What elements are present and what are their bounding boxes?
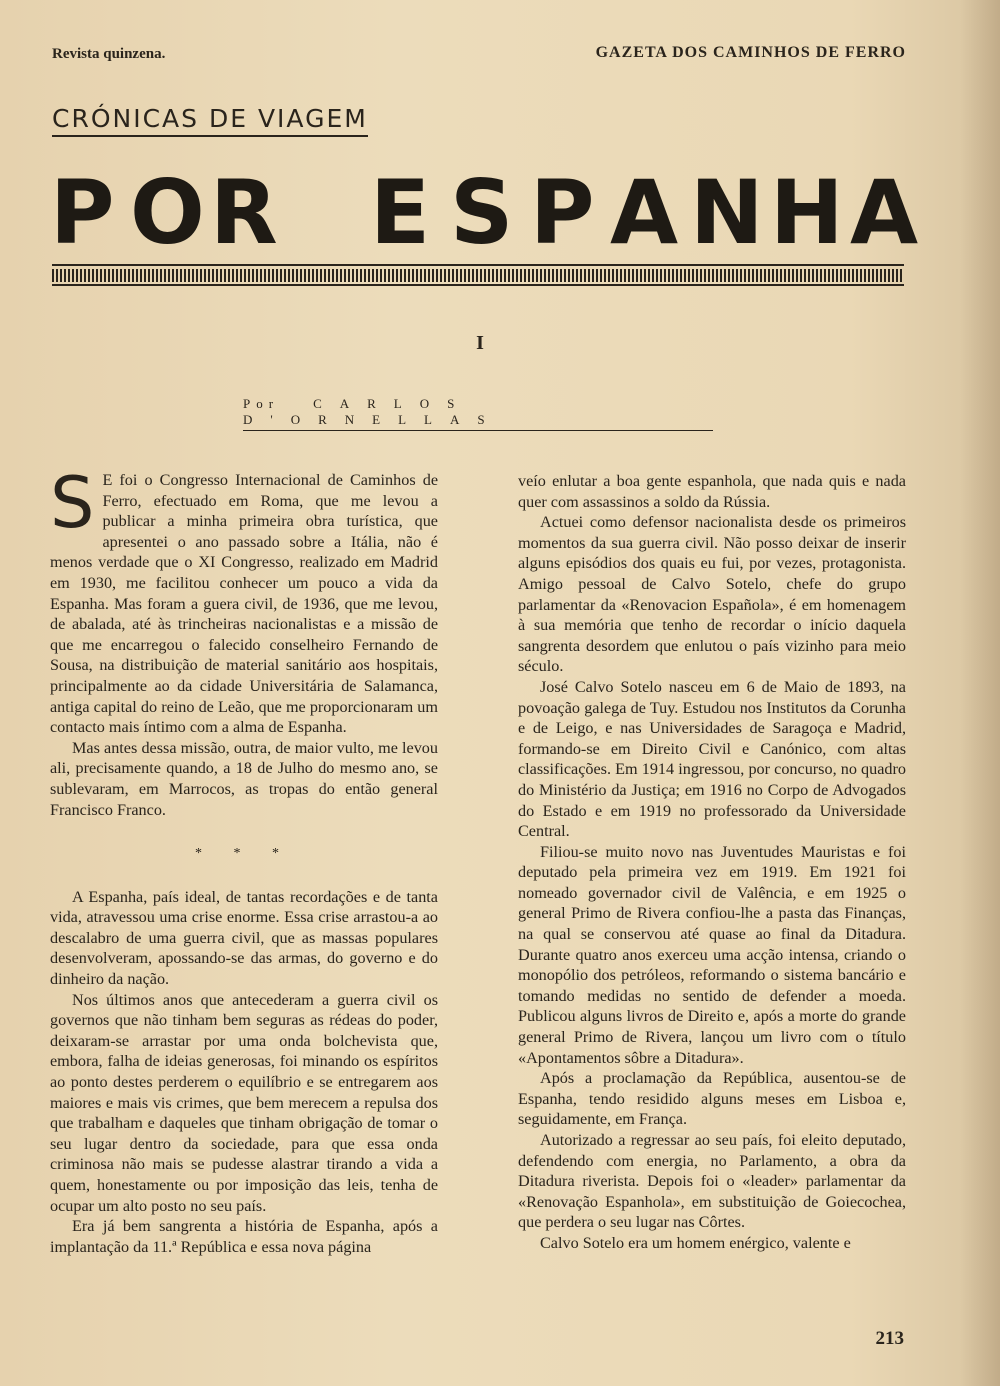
drop-cap: S: [50, 462, 95, 544]
paragraph: S E foi o Congresso Internacional de Caminhos de Ferro, efectuado em Roma, que me levou a publicar a minha primeira obra turística, que apresentei o ano passado sobre a Itália, não é menos verdade que o XI Congresso, realizado em Madrid em 1930, me facilitou conhecer um pouco a vida da Espanha. Mas foram a guera civil, de 1936, que me levou, de abalada, até às trincheiras nacionalistas e a missão de que me encarregou o falecido conselheiro Fernando de Sousa, na distribuição de material sanitário aos hospitais, principalmente ao da cidade Universitária de Salamanca, antiga capital do reino de Leão, que me proporcionaram um contacto mais íntimo com a alma de Espanha.: [50, 462, 438, 737]
section-kicker: CRÓNICAS DE VIAGEM: [52, 104, 368, 137]
right-column: [518, 471, 906, 1254]
title-rule-hatched: [52, 269, 904, 282]
title-rule-bottom: [52, 284, 904, 286]
title-letter: R: [210, 161, 278, 264]
paragraph: A Espanha, país ideal, de tantas recordações e de tanta vida, atravessou uma crise enorme. Essa crise arrastou-a ao descalabro de uma guerra civil, que as massas populares desenvolveram, apossando-se das armas, do governo e do dinheiro da nação.: [50, 887, 438, 989]
running-header-left: Revista quinzena.: [52, 46, 166, 62]
title-letter: O: [130, 161, 205, 264]
page-edge-shadow: [960, 0, 1000, 1386]
paragraph: José Calvo Sotelo nasceu em 6 de Maio de 1893, na povoação galega de Tuy. Estudou nos Institutos da Corunha e de Leigo, e nas Universidades de Saragoça e Madrid, formando-se em Direito Civil e Canónico, com altas classificações. Em 1914 ingressou, por concurso, no quadro do Ministério da Justiça; em 1916 no Corpo de Advogados do Estado e em 1919 no professorado da Universidade Central.: [518, 677, 906, 841]
paragraph: Após a proclamação da República, ausentou-se de Espanha, tendo residido alguns meses em Lisboa e, seguidamente, em França.: [518, 1069, 906, 1129]
title-letter: E: [370, 161, 431, 264]
left-column: [50, 462, 438, 1257]
paragraph: Autorizado a regressar ao seu país, foi eleito deputado, defendendo com energia, no Parlamento, a obra da Ditadura riverista. Depois foi o «leader» parlamentar da «Renovação Espanhola», em substituição de Goiecochea, que perdera o seu lugar nas Côrtes.: [518, 1131, 906, 1232]
running-header-right: GAZETA DOS CAMINHOS DE FERRO: [595, 44, 906, 61]
title-letter: A: [610, 161, 679, 264]
byline-author: CARLOS D'ORNELLAS: [243, 396, 503, 427]
byline-prefix: Por: [243, 396, 280, 411]
title-letter: H: [770, 161, 844, 264]
paragraph: Filiou-se muito novo nas Juventudes Mauristas e foi deputado pela primeira vez em 1919. Em 1921 foi nomeado governador civil de Valência, e em 1925 o general Primo de Rivera confiou-lhe a pasta das Finanças, na qual se conservou até quase ao final da Ditadura. Durante quatro anos exerceu uma acção intensa, criando o monopólio dos petróleos, reformando o sistema bancário e tomando medidas no sentido de defender a moeda. Publicou alguns livros de Direito e, após a morte do grande general Primo de Rivera, lançou um livro com o título «Apontamentos sôbre a Ditadura».: [518, 842, 906, 1067]
paragraph: Calvo Sotelo era um homem enérgico, valente e: [540, 1233, 851, 1252]
byline: [243, 396, 713, 431]
paragraph: veío enlutar a boa gente espanhola, que nada quis e nada quer com assassinos a soldo da Rússia.: [518, 472, 906, 511]
title-letter: S: [450, 161, 514, 264]
title-rule-top: [52, 264, 904, 266]
part-number: I: [476, 332, 484, 354]
paragraph: Nos últimos anos que antecederam a guerra civil os governos que não tinham bem seguras as rédeas do poder, deixaram-se arrastar por uma onda bolchevista que, embora, falha de ideias generosas, foi minando os espíritos ao ponto destes perderem o equilíbrio e se entregarem aos maiores e mais vis crimes, que bem merecem a repulsa dos que trabalham e daqueles que tinham obrigação de tomar o seu lugar dentro da sociedade, para que essa onda criminosa não mais se pudesse alastrar tirando a vida a quem, honestamente ou por imposição das leis, tenha de ocupar um alto posto no seu país.: [50, 990, 438, 1215]
title-letter: P: [530, 161, 595, 264]
title-letter: N: [690, 161, 764, 264]
title-letter: P: [50, 161, 115, 264]
section-separator: * * *: [195, 846, 293, 862]
paragraph: Actuei como defensor nacionalista desde os primeiros momentos da sua guerra civil. Não posso deixar de inserir alguns episódios dos quais eu fui, por vezes, protagonista. Amigo pessoal de Calvo Sotelo, chefe do grupo parlamentar da «Renovacion Española», é em homenagem à sua memória que tenho de recordar o início daquela sangrenta desordem que enlutou o país vizinho para meio século.: [518, 513, 906, 676]
title-letter: A: [850, 161, 919, 264]
page-number: 213: [875, 1328, 904, 1349]
article-title: [50, 161, 919, 264]
paragraph: Era já bem sangrenta a história de Espanha, após a implantação da 11.ª República e essa nova página: [50, 1217, 438, 1256]
paragraph: Mas antes dessa missão, outra, de maior vulto, me levou ali, precisamente quando, a 18 de Julho do mesmo ano, se sublevaram, em Marrocos, as tropas do então general Francisco Franco.: [50, 738, 438, 819]
